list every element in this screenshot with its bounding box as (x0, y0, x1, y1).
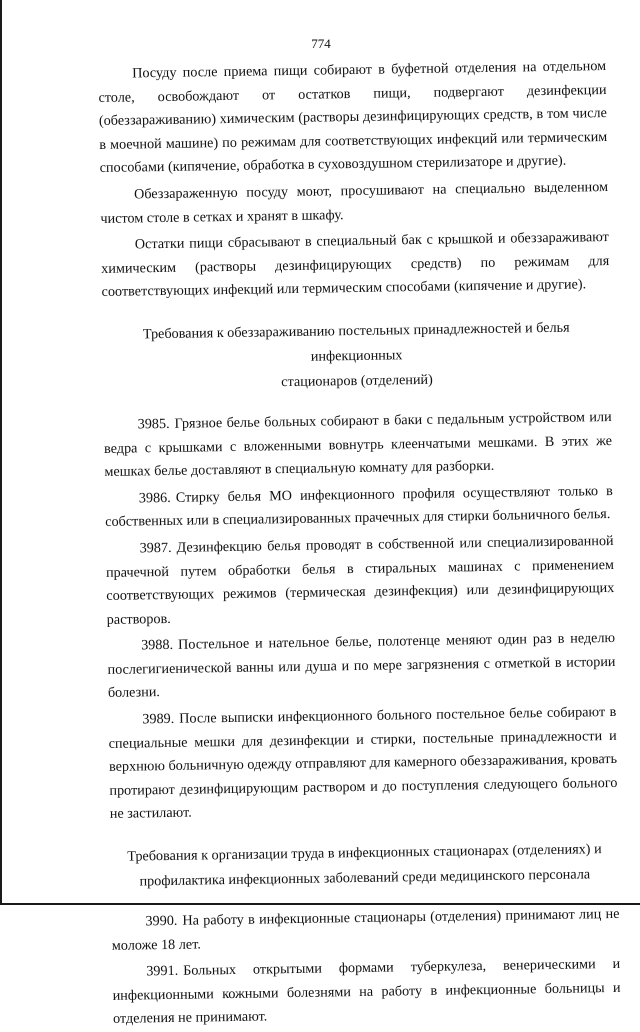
item-text: Дезинфекцию белья проводят в собственной или специализированной прачечной путем обработки белья в стиральных машинах с применением соответствующих режимов (термическая дезинфекция) или дезинфицирующих растворов. (105, 532, 615, 628)
item-number: 3990. (145, 912, 178, 930)
item-text: Стирку белья МО инфекционного профиля осуществляют только в собственных или в специализированных прачечных для стирки больничного белья. (105, 482, 613, 531)
section-heading-line: Требования к организации труда в инфекционных стационарах (отделениях) и (127, 841, 602, 865)
section-heading-staff (120, 837, 609, 895)
item-text: Больных открытыми формами туберкулеза, венерическими и инфекционными кожными болезнями на работу в инфекционные больницы и отделения не принимают. (112, 956, 621, 1028)
intro-paragraph: Посуду после приема пищи собирают в буфетной отделения на отдельном столе, освобождают от остатков пищи, подвергают дезинфекции (обеззараживанию) химическим (растворы дезинфицирующих средств, в том числе в моечной машине) по режимам для соответствующих инфекций или термическим способами (кипячение, обработка в суховоздушном стерилизаторе и другие). (98, 58, 608, 177)
item-number: 3991. (146, 963, 179, 980)
item-number: 3987. (139, 539, 172, 557)
item-number: 3985. (137, 415, 170, 433)
item-number: 3989. (142, 710, 175, 728)
item-text: Постельное и нательное белье, полотенце меняют один раз в неделю послегигиенической ванны или душа и по мере загрязнения с отметкой в истории болезни. (107, 630, 616, 702)
item-number: 3986. (138, 489, 171, 507)
item-text: После выписки инфекционного больного постельное белье собирают в специальные мешки для дезинфекции и стирки, постельные принадлежности и верхнюю больничную одежду отправляют для камерного обеззараживания, кровать протирают дезинфицирующим раствором и до поступления следующего больного не застилают. (108, 704, 618, 823)
item-text: Грязное белье больных собирают в баки с педальным устройством или ведра с крышками с вложенными вовнутрь клеенчатыми мешками. В этих же мешках белье доставляют в специальную комнату для разборки. (103, 408, 613, 481)
section-heading-bedding (112, 315, 601, 398)
numbered-item (105, 530, 614, 632)
intro-paragraph: Обеззараженную посуду моют, просушивают на специально выделенном чистом столе в сетках и хранят в шкафу. (100, 178, 609, 227)
page-number: 774 (311, 36, 331, 51)
page-body (98, 55, 621, 1032)
section-heading-line: стационаров (отделений) (281, 371, 433, 391)
numbered-item (104, 406, 613, 485)
intro-paragraph: Остатки пищи сбрасывают в специальный бак с крышкой и обеззараживают химическим (растворы дезинфицирующих средств) по режимам для соответствующих инфекций или термическим способами (кипячение и другие). (101, 229, 610, 301)
numbered-item (111, 903, 620, 958)
item-number: 3988. (141, 637, 174, 654)
section-heading-line: Требования к обеззараживанию постельных принадлежностей и белья инфекционных (142, 319, 570, 365)
item-text: На работу в инфекционные стационары (отделения) принимают лиц не моложе 18 лет. (111, 905, 620, 954)
numbered-item (112, 953, 621, 1032)
section-heading-line: профилактика инфекционных заболеваний среди медицинского персонала (139, 866, 591, 890)
numbered-item (105, 480, 614, 535)
numbered-item (107, 627, 616, 706)
numbered-item (108, 701, 618, 827)
